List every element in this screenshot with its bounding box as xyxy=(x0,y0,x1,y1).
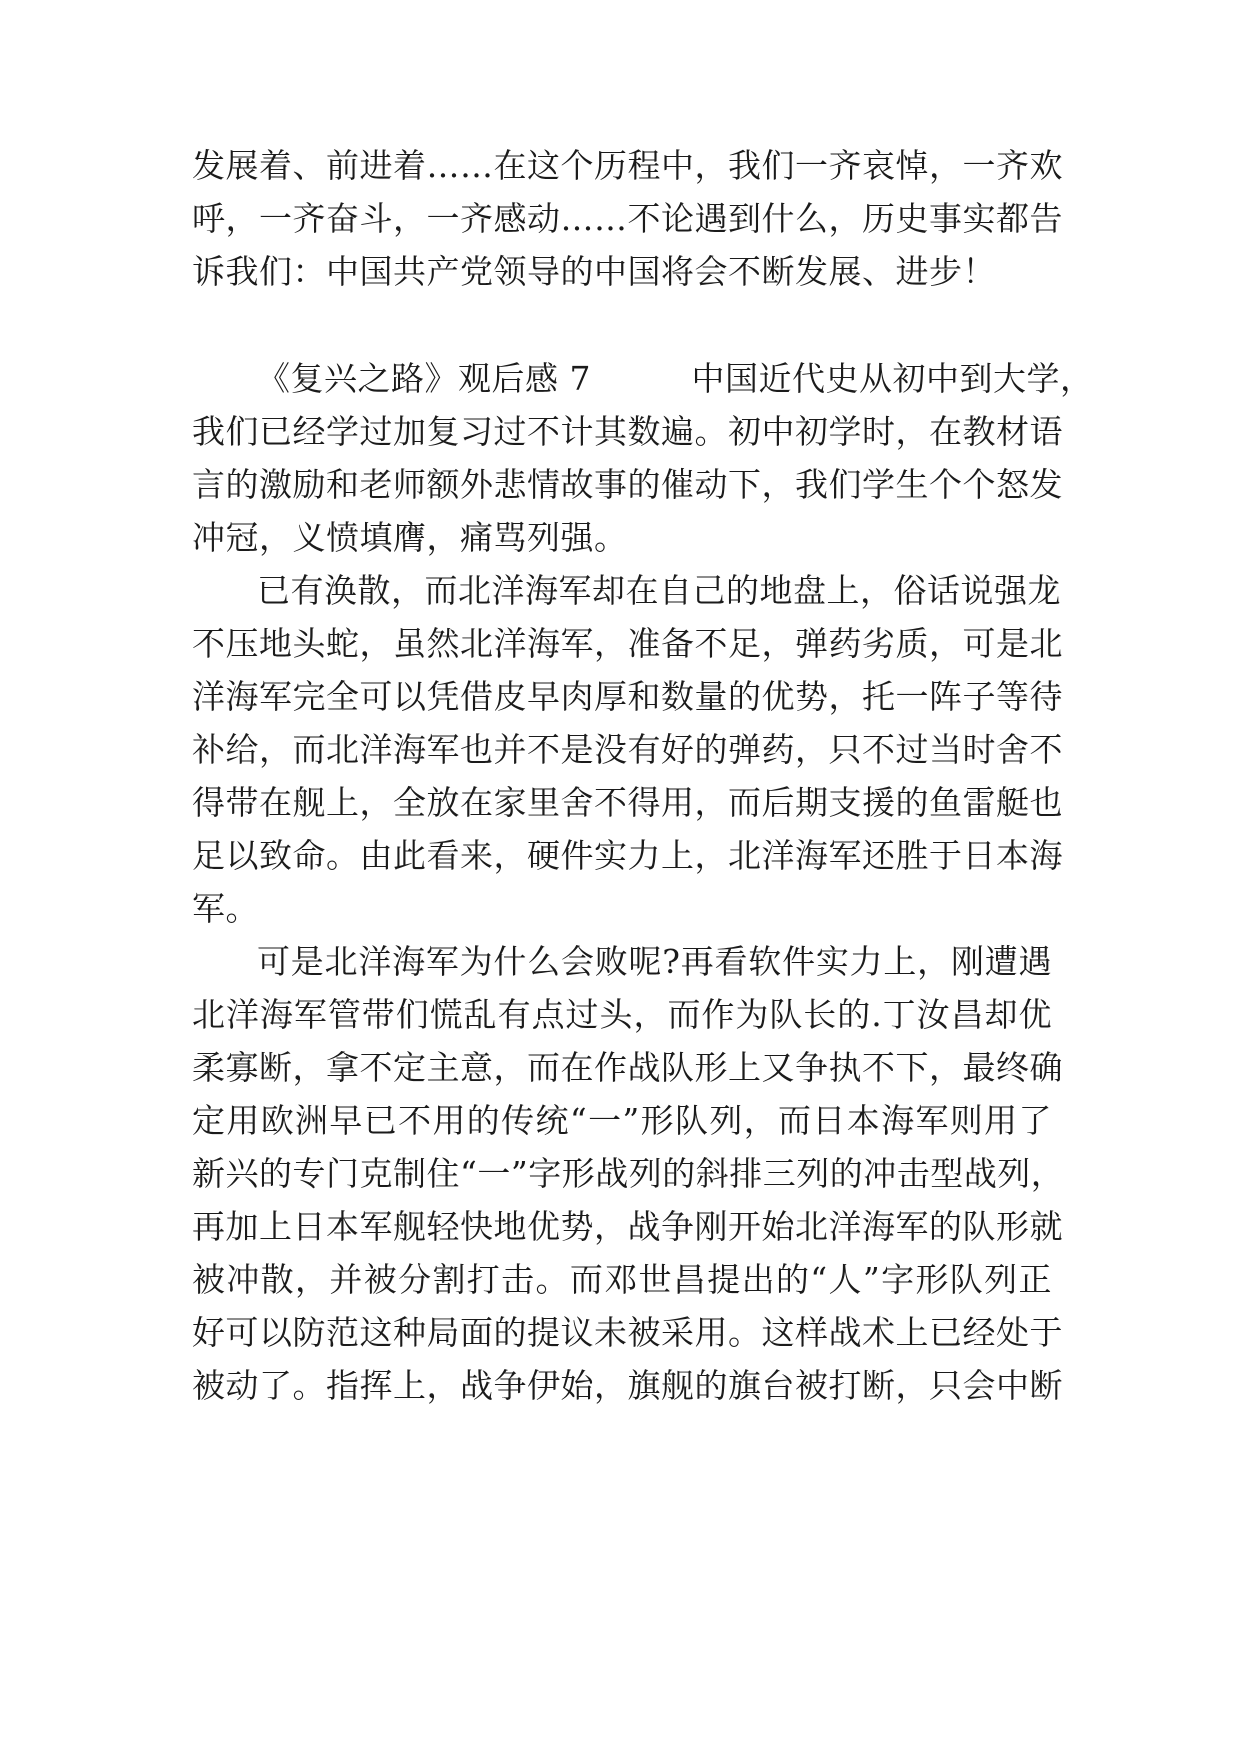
text-line: 军。 xyxy=(192,889,259,928)
text-line: 可是北洋海军为什么会败呢?再看软件实力上，刚遭遇 xyxy=(257,942,1052,981)
text-line: 柔寡断，拿不定主意，而在作战队形上又争执不下，最终确 xyxy=(192,1048,1063,1087)
text-line: 不压地头蛇，虽然北洋海军，准备不足，弹药劣质，可是北 xyxy=(192,624,1063,663)
text-line: 再加上日本军舰轻快地优势，战争刚开始北洋海军的队形就 xyxy=(192,1207,1063,1246)
text-line: 定用欧洲早已不用的传统“一”形队列，而日本海军则用了 xyxy=(192,1101,1052,1140)
text-line: 新兴的专门克制住“一”字形战列的斜排三列的冲击型战列， xyxy=(192,1154,1065,1193)
text-line: 发展着、前进着……在这个历程中，我们一齐哀悼，一齐欢 xyxy=(192,146,1063,185)
text-line: 好可以防范这种局面的提议未被采用。这样战术上已经处于 xyxy=(192,1313,1063,1352)
text-line: 呼，一齐奋斗，一齐感动……不论遇到什么，历史事实都告 xyxy=(192,199,1063,238)
text-line: 我们已经学过加复习过不计其数遍。初中初学时，在教材语 xyxy=(192,412,1063,451)
text-line: 言的激励和老师额外悲情故事的催动下，我们学生个个怒发 xyxy=(192,465,1063,504)
text-line: 补给，而北洋海军也并不是没有好的弹药，只不过当时舍不 xyxy=(192,730,1063,769)
text-line: 诉我们：中国共产党领导的中国将会不断发展、进步！ xyxy=(192,252,996,291)
text-line: 被冲散，并被分割打击。而邓世昌提出的“人”字形队列正 xyxy=(192,1260,1052,1299)
text-line: 洋海军完全可以凭借皮早肉厚和数量的优势，托一阵子等待 xyxy=(192,677,1063,716)
text-line: 被动了。指挥上，战争伊始，旗舰的旗台被打断，只会中断 xyxy=(192,1366,1063,1405)
text-line: 北洋海军管带们慌乱有点过头，而作为队长的.丁汝昌却优 xyxy=(192,995,1052,1034)
text-line: 足以致命。由此看来，硬件实力上，北洋海军还胜于日本海 xyxy=(192,836,1063,875)
text-line: 得带在舰上，全放在家里舍不得用，而后期支援的鱼雷艇也 xyxy=(192,783,1063,822)
text-line: 冲冠，义愤填膺，痛骂列强。 xyxy=(192,518,628,557)
text-line: 已有涣散，而北洋海军却在自己的地盘上，俗话说强龙 xyxy=(257,571,1061,610)
section-heading-line: 《复兴之路》观后感 7 中国近代史从初中到大学， xyxy=(257,359,1094,398)
